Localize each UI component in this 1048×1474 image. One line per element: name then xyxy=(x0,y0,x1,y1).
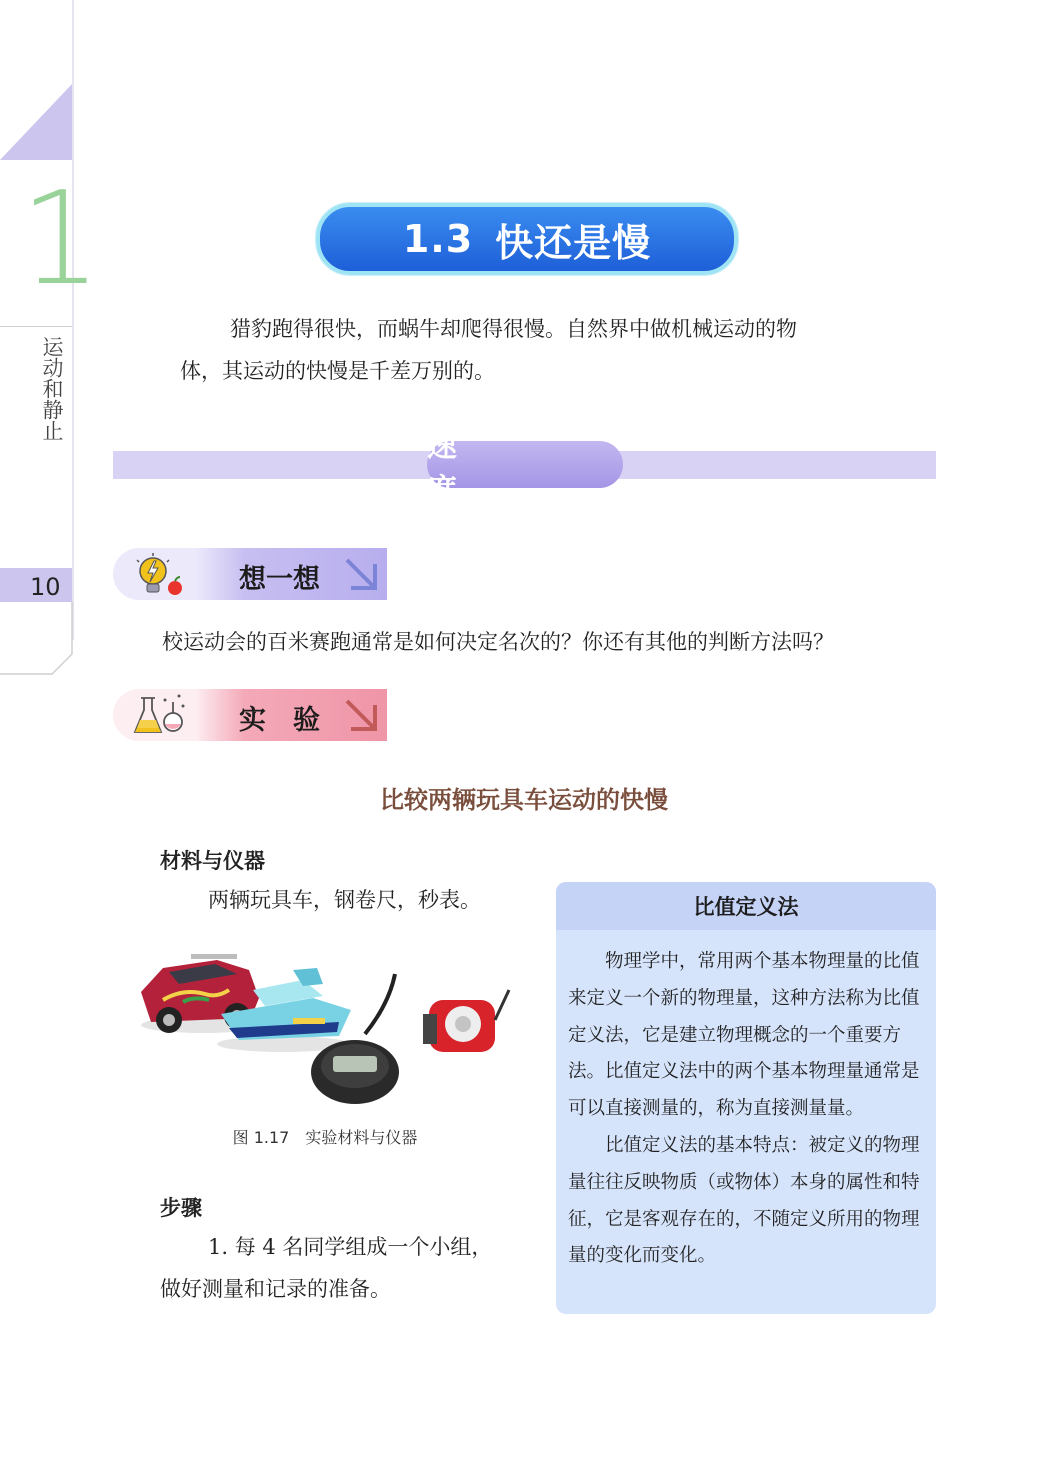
arrow-down-right-icon xyxy=(345,699,379,733)
intro-line-1: 猎豹跑得很快，而蜗牛却爬得很慢。自然界中做机械运动的物 xyxy=(230,317,797,341)
experiment-title: 比较两辆玩具车运动的快慢 xyxy=(380,786,668,814)
sidebar-paragraph-2: 比值定义法的基本特点：被定义的物理量往往反映物质（或物体）本身的属性和特征，它是客观存在的，不随定义所用的物理量的变化而变化。 xyxy=(568,1134,920,1267)
page-tab-outline xyxy=(0,602,76,678)
think-tag-label: 想一想 xyxy=(239,564,320,595)
section-title: 快还是慢 xyxy=(495,220,652,265)
arrow-down-right-icon xyxy=(345,558,379,592)
page-number: 10 xyxy=(30,573,61,601)
tape-measure xyxy=(423,990,509,1052)
sidebar-title: 比值定义法 xyxy=(693,895,799,919)
section-number: 1.3 xyxy=(402,217,474,261)
step-1-line-1: 1. 每 4 名同学组成一个小组， xyxy=(208,1235,493,1259)
chapter-number: 1 xyxy=(20,165,98,314)
experiment-tag-label: 实 验 xyxy=(239,705,320,736)
intro-line-2: 体，其运动的快慢是千差万别的。 xyxy=(180,359,495,383)
steps-heading: 步骤 xyxy=(160,1196,202,1220)
sidebar-body xyxy=(568,944,924,1275)
sidebar-header xyxy=(556,882,936,930)
step-1-line-2: 做好测量和记录的准备。 xyxy=(160,1277,391,1301)
flask-icon xyxy=(131,692,193,738)
think-question: 校运动会的百米赛跑通常是如何决定名次的？你还有其他的判断方法吗？ xyxy=(162,630,834,654)
materials-photo xyxy=(133,940,513,1115)
subsection-pill xyxy=(427,428,623,508)
think-tag xyxy=(113,548,387,600)
chapter-divider xyxy=(0,326,72,327)
materials-text: 两辆玩具车，钢卷尺，秒表。 xyxy=(208,888,481,912)
chapter-title: 运动和静止 xyxy=(40,336,64,441)
margin-rule xyxy=(72,0,74,640)
sidebar-paragraph-1: 物理学中，常用两个基本物理量的比值来定义一个新的物理量，这种方法称为比值定义法，它是建立物理概念的一个重要方法。比值定义法中的两个基本物理量通常是可以直接测量的，称为直接测量量。 xyxy=(568,951,920,1120)
section-title-pill xyxy=(316,203,738,275)
materials-heading: 材料与仪器 xyxy=(160,849,265,873)
subsection-title: 速 度 xyxy=(427,428,603,508)
lightbulb-icon xyxy=(129,552,191,598)
sidebar-box xyxy=(556,882,936,1314)
figure-caption: 图 1.17 实验材料与仪器 xyxy=(232,1128,418,1147)
experiment-tag xyxy=(113,689,387,741)
margin-corner-triangle xyxy=(0,84,72,160)
